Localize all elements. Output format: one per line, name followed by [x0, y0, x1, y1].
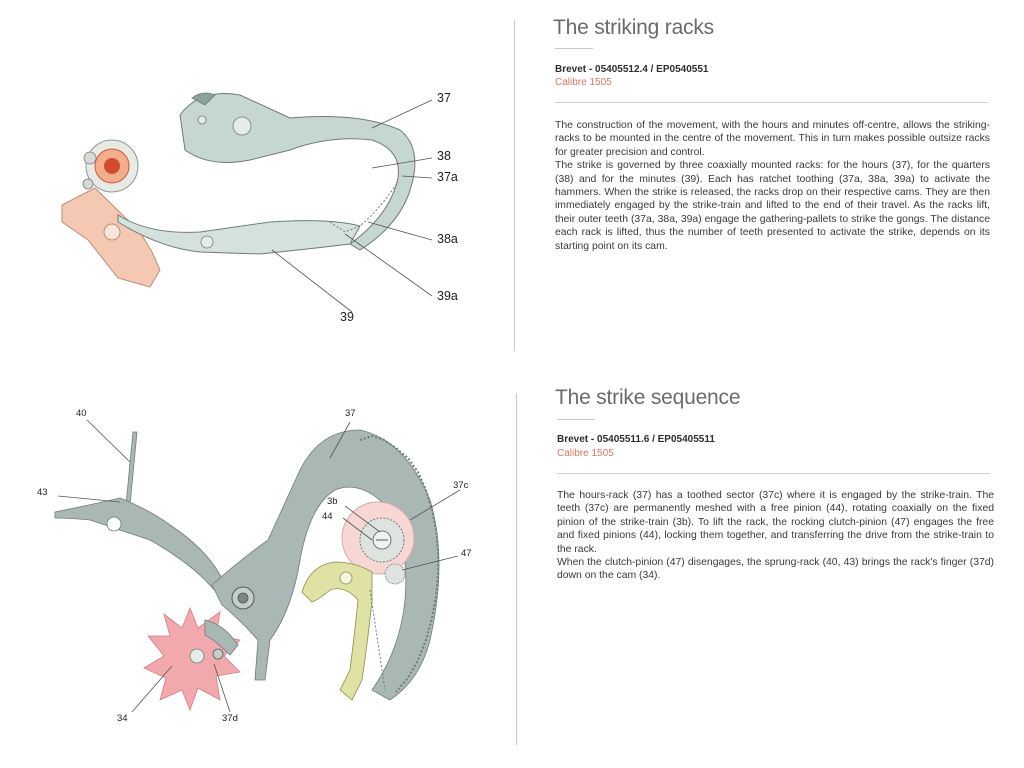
body-text — [557, 489, 994, 583]
section-title-striking-racks: The striking racks — [553, 16, 714, 39]
section-separator — [555, 102, 988, 103]
rocking-clutch-lever — [302, 562, 372, 700]
label-44: 44 — [322, 511, 333, 522]
label-37d: 37d — [222, 713, 238, 724]
paragraph: When the clutch-pinion (47) disengages, the sprung-rack (40, 43) brings the rack's finger (37d) down on the cam (34). — [557, 557, 994, 582]
patent-reference: Brevet - 05405512.4 / EP0540551 — [555, 64, 709, 75]
label-37: 37 — [437, 91, 451, 105]
label-37-seq: 37 — [345, 408, 356, 419]
column-divider-bottom — [516, 393, 517, 745]
label-38a: 38a — [437, 232, 458, 246]
label-34: 34 — [117, 713, 128, 724]
striking-racks-illustration — [40, 70, 510, 370]
spring-arm-40 — [126, 432, 137, 505]
title-underline — [555, 48, 593, 49]
body-text — [555, 119, 990, 253]
patent-reference: Brevet - 05405511.6 / EP05405511 — [557, 434, 715, 445]
clutch-pinion-47 — [385, 564, 405, 584]
title-underline — [557, 419, 595, 420]
calibre-reference: Calibre 1505 — [555, 77, 612, 88]
label-39: 39 — [340, 310, 354, 324]
label-3b: 3b — [327, 496, 338, 507]
minutes-rack-39 — [118, 215, 360, 254]
label-37c: 37c — [453, 480, 469, 491]
label-38: 38 — [437, 149, 451, 163]
strike-sequence-illustration — [40, 400, 510, 740]
calibre-reference: Calibre 1505 — [557, 448, 614, 459]
column-divider-top — [514, 20, 515, 351]
label-37a: 37a — [437, 170, 458, 184]
section-separator — [557, 473, 990, 474]
label-43: 43 — [37, 487, 48, 498]
paragraph: The construction of the movement, with the hours and minutes off-centre, allows the striking-racks to be mounted in the centre of the movement. This in turn makes possible outsize racks for greater precision and control. — [555, 120, 990, 158]
paragraph: The hours-rack (37) has a toothed sector (37c) where it is engaged by the strike-train. The teeth (37c) are permanently meshed with a free pinion (44), rotating coaxially on the fixed pinion of the strike-train (3b). To lift the rack, the rocking clutch-pinion (47) engages the free and fixed pinions (44), locking them together, and transferring the drive from the strike-train to the rack. — [557, 490, 994, 555]
section-title-strike-sequence: The strike sequence — [555, 386, 741, 409]
paragraph: The strike is governed by three coaxially mounted racks: for the hours (37), for the quarters (38) and for the minutes (39). Each has ratchet toothing (37a, 38a, 39a) to activate the hammers. When the strike is released, the racks drop on their respective cams. They are then immediately engaged by the strike-train and lifted to the end of their travel. As the racks lift, their outer teeth (37a, 38a, 39a) engage the gathering-pallets to strike the gongs. The distance each rack is lifted, thus the number of teeth presented to activate the strike, depends on its starting point on its cam. — [555, 160, 990, 252]
label-47: 47 — [461, 548, 472, 559]
label-40: 40 — [76, 408, 87, 419]
sprung-rack-43 — [55, 498, 235, 598]
label-39a: 39a — [437, 289, 458, 303]
